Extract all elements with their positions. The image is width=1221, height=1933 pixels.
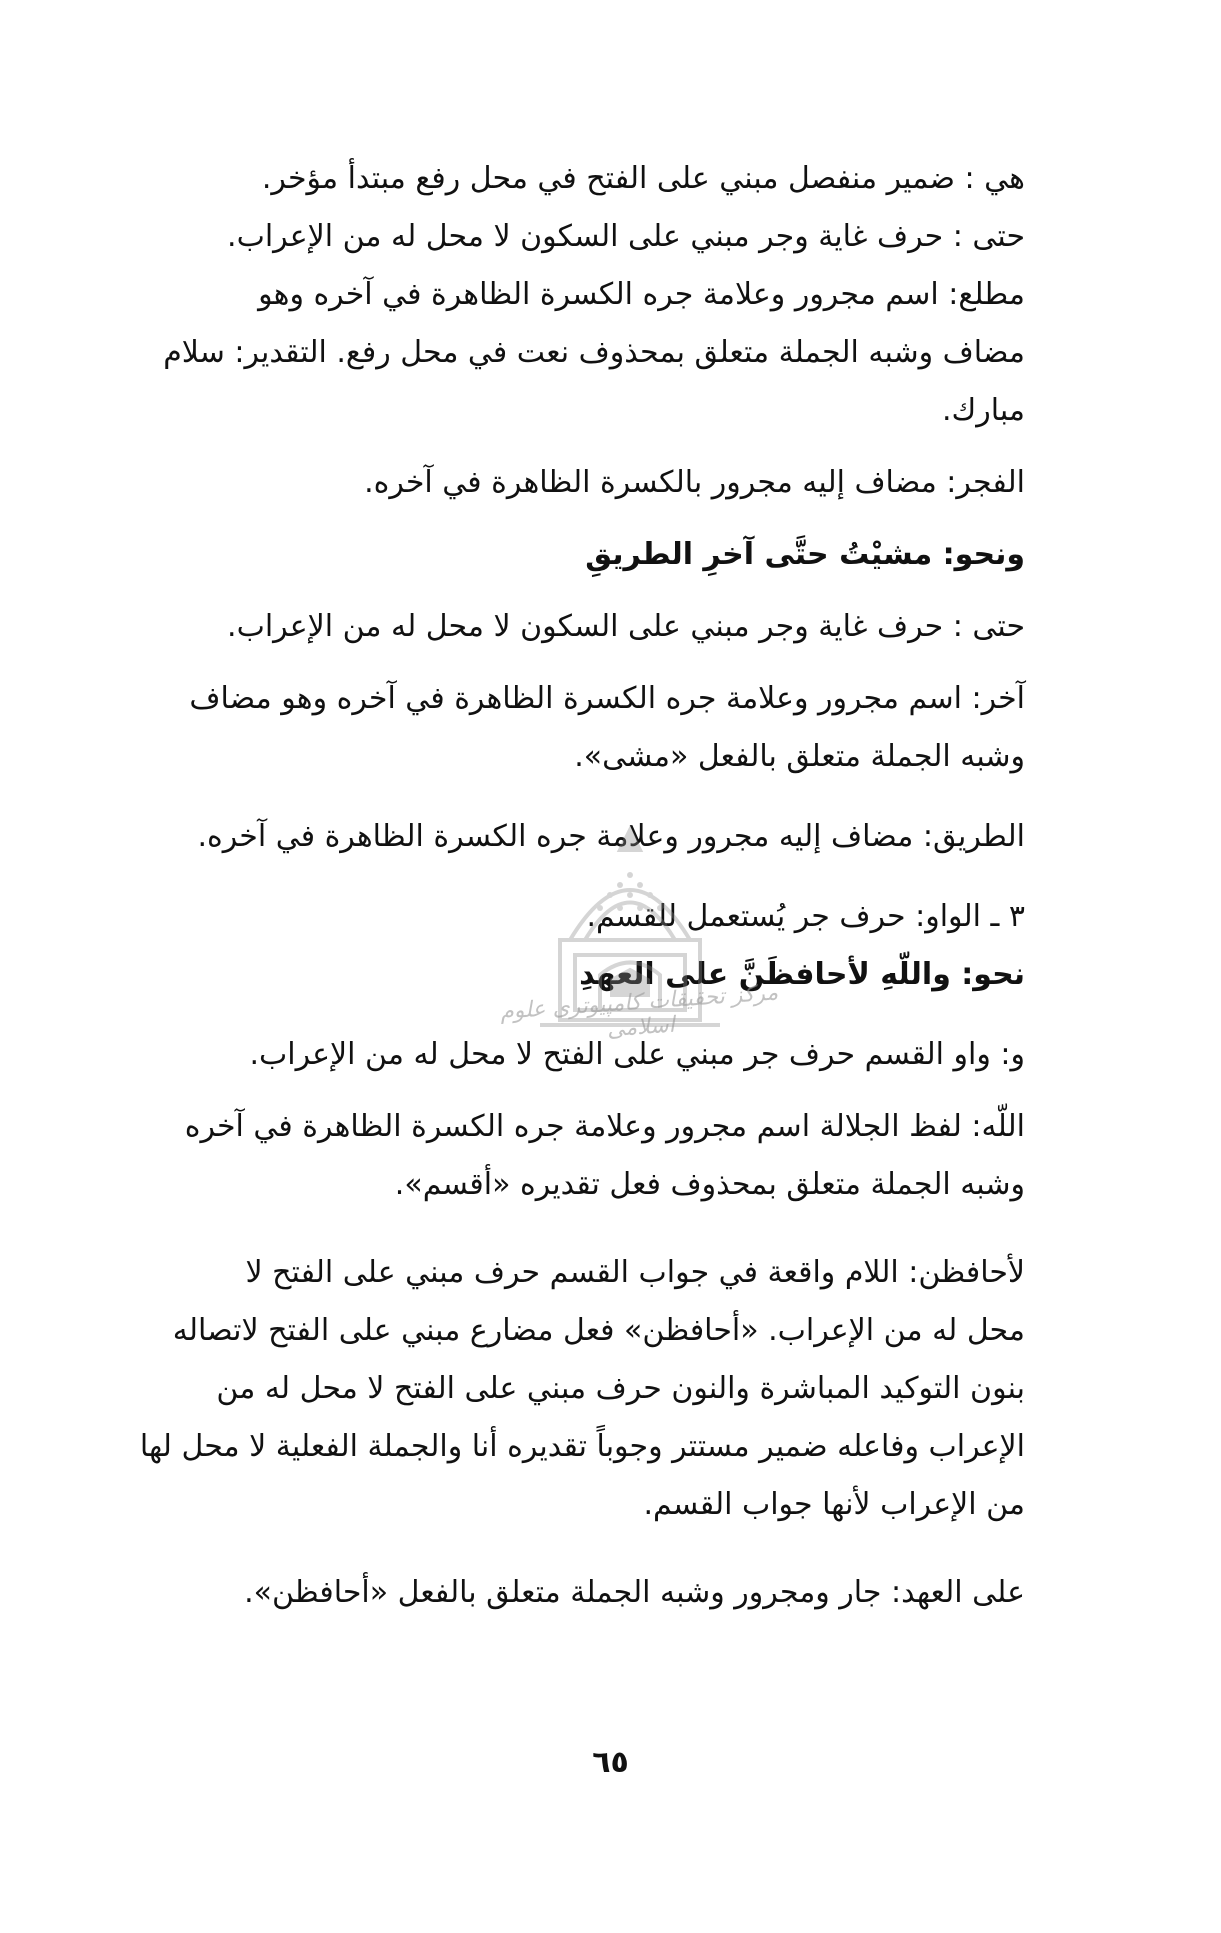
section-waw-heading xyxy=(155,888,1025,946)
section-heading: ٣ ـ الواو: حرف جر يُستعمل للقسم. xyxy=(586,899,1025,934)
text-line: وشبه الجملة متعلق بمحذوف فعل تقديره «أقسم». xyxy=(394,1167,1025,1202)
example-sentence: ونحو: مشيْتُ حتَّى آخرِ الطريقِ xyxy=(585,537,1025,572)
text-line: بنون التوكيد المباشرة والنون حرف مبني على الفتح لا محل له من xyxy=(216,1371,1025,1406)
paragraph-allah xyxy=(155,1098,1025,1214)
text-line: لأحافظن: اللام واقعة في جواب القسم حرف مبني على الفتح لا xyxy=(245,1255,1025,1290)
text-line: على العهد: جار ومجرور وشبه الجملة متعلق بالفعل «أحافظن». xyxy=(244,1575,1025,1610)
page-number: ٦٥ xyxy=(592,1745,629,1780)
text-line: حتى : حرف غاية وجر مبني على السكون لا محل له من الإعراب. xyxy=(227,219,1025,254)
paragraph-matla xyxy=(155,266,1025,440)
paragraph-hiya xyxy=(155,150,1025,208)
text-line: وشبه الجملة متعلق بالفعل «مشى». xyxy=(574,739,1025,774)
paragraph-waw xyxy=(155,1026,1025,1084)
text-line: الفجر: مضاف إليه مجرور بالكسرة الظاهرة في آخره. xyxy=(364,465,1025,500)
text-line: الإعراب وفاعله ضمير مستتر وجوباً تقديره أنا والجملة الفعلية لا محل لها xyxy=(139,1429,1025,1464)
text-line: حتى : حرف غاية وجر مبني على السكون لا محل له من الإعراب. xyxy=(227,609,1025,644)
watermark-caption: مركز تحقيقات كامپيوترى علوم اسلامى xyxy=(499,980,779,1043)
paragraph-ala-al-ahd xyxy=(155,1564,1025,1622)
text-line: اللّه: لفظ الجلالة اسم مجرور وعلامة جره الكسرة الظاهرة في آخره xyxy=(184,1109,1025,1144)
paragraph-example-wallahi xyxy=(155,946,1025,1004)
text-line: مطلع: اسم مجرور وعلامة جره الكسرة الظاهرة في آخره وهو xyxy=(258,277,1025,312)
text-line: آخر: اسم مجرور وعلامة جره الكسرة الظاهرة في آخره وهو مضاف xyxy=(189,681,1025,716)
paragraph-akhir xyxy=(155,670,1025,786)
body-text xyxy=(139,150,1025,1622)
paragraph-uhafizanna xyxy=(139,1244,1025,1534)
paragraph-hatta-1 xyxy=(155,208,1025,266)
paragraph-tariq xyxy=(155,808,1025,866)
paragraph-fajr xyxy=(155,454,1025,512)
paragraph-hatta-2 xyxy=(155,598,1025,656)
text-line: مضاف وشبه الجملة متعلق بمحذوف نعت في محل رفع. التقدير: سلام xyxy=(163,335,1025,370)
text-line: هي : ضمير منفصل مبني على الفتح في محل رفع مبتدأ مؤخر. xyxy=(261,161,1025,196)
text-line: مبارك. xyxy=(941,393,1025,428)
example-sentence: نحو: واللّهِ لأحافظَنَّ على العهدِ xyxy=(579,957,1025,992)
text-line: محل له من الإعراب. «أحافظن» فعل مضارع مبني على الفتح لاتصاله xyxy=(172,1313,1025,1348)
paragraph-example-mashaytu xyxy=(155,526,1025,584)
text-line: من الإعراب لأنها جواب القسم. xyxy=(643,1487,1025,1522)
text-line: و: واو القسم حرف جر مبني على الفتح لا محل له من الإعراب. xyxy=(249,1037,1025,1072)
text-line: الطريق: مضاف إليه مجرور وعلامة جره الكسرة الظاهرة في آخره. xyxy=(197,819,1025,854)
